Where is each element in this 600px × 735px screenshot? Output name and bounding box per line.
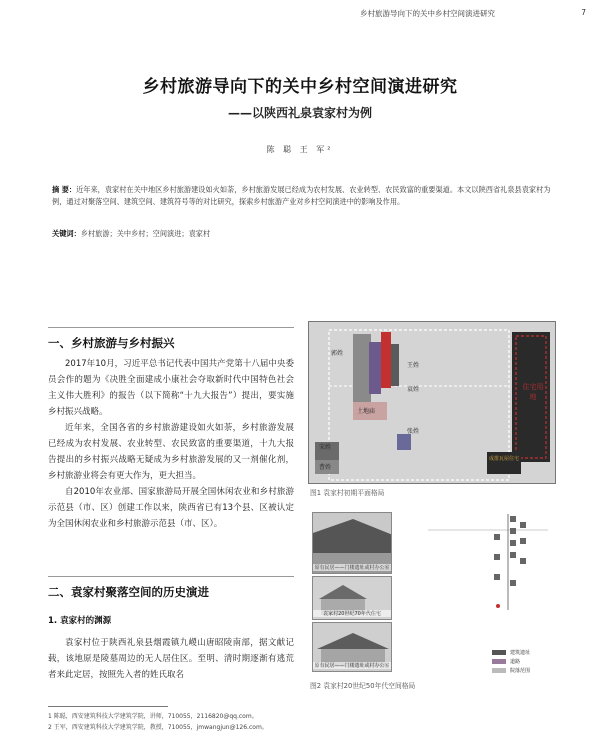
section1-paragraph: 自2010年农业部、国家旅游局开展全国休闲农业和乡村旅游示范县（市、区）创建工作以来，陕西省已有13个县、区被认定为全国休闲农业和乡村旅游示范县（市、区）。 — [48, 487, 294, 529]
label-yuan: 袁姓 — [407, 386, 420, 393]
plan-building — [494, 574, 500, 580]
section2-heading: 二、袁家村聚落空间的历史演进 — [48, 585, 209, 599]
abstract — [52, 184, 552, 207]
plan-marker — [496, 604, 500, 608]
article-title: 乡村旅游导向下的关中乡村空间演进研究 — [142, 77, 458, 97]
legend-label: 院落范围 — [510, 668, 531, 674]
abstract-text: 近年来，袁家村在关中地区乡村旅游建设如火如荼，乡村旅游发展已经成为农村发展、农业转型、农民致富的重要渠道。本文以陕西省礼泉县袁家村为例，通过对聚落空间、建筑空间、建筑符号等的对比研究，探索乡村旅游产业对乡村空间演进中的影响及作用。 — [52, 185, 551, 206]
article-subtitle: ——以陕西礼泉袁家村为例 — [227, 106, 372, 120]
plan-building — [520, 538, 526, 544]
label-row-houses: 成排瓦屋住宅 — [489, 456, 520, 462]
footnote: 2 王军，西安建筑科技大学建筑学院，教授，710055，jmwangjun@126.com。 — [48, 724, 268, 731]
page-number: 7 — [581, 8, 586, 17]
footnote: 1 陈聪，西安建筑科技大学建筑学院，讲师，710055，2116820@qq.com。 — [48, 713, 258, 720]
section2-heading-block — [48, 576, 294, 600]
figure2 — [312, 510, 558, 680]
keywords-text: 乡村旅游；关中乡村；空间演进；袁家村 — [80, 229, 211, 238]
plan-building — [510, 528, 516, 534]
section2-body — [48, 635, 294, 683]
running-head — [360, 8, 590, 19]
label-zhang: 张姓 — [407, 428, 420, 435]
label-wang: 王姓 — [407, 362, 420, 369]
abstract-label: 摘 要： — [52, 185, 77, 194]
running-title: 乡村旅游导向下的关中乡村空间演进研究 — [360, 9, 495, 18]
legend-label: 建筑遗址 — [510, 650, 531, 656]
photo-caption: 原有民居——门楼遗址或村办公室 — [314, 663, 390, 669]
keywords-label: 关键词： — [52, 229, 81, 238]
section-divider — [48, 576, 294, 577]
section2-paragraph: 袁家村位于陕西礼泉县烟霞镇九嵕山唐昭陵南部，据文献记载，该地原是陵墓周边的无人居住区。至明、清时期逐渐有逃荒者来此定居，按照先入者的姓氏取名 — [48, 638, 294, 680]
figure2-photo — [312, 512, 392, 574]
figure2-plan — [398, 510, 558, 675]
block-purple — [369, 342, 381, 394]
plan-building — [494, 534, 500, 540]
plan-building — [494, 554, 500, 560]
figure2-photo — [312, 622, 392, 672]
legend-swatch — [492, 668, 506, 673]
legend-swatch — [492, 659, 506, 664]
block-dark — [391, 344, 399, 386]
keywords — [52, 229, 552, 239]
footnote-rule — [48, 706, 168, 707]
plan-building — [510, 540, 516, 546]
section1-paragraph: 近年来，全国各省的乡村旅游建设如火如荼，乡村旅游发展已经成为农村发展、农业转型、农民致富的重要渠道，十九大报告提出的乡村振兴战略无疑成为乡村旅游发展的又一剂催化剂，乡村旅游业将会有更大作为，更大担当。 — [48, 423, 294, 481]
block-red — [381, 332, 391, 388]
section2-subheading: 1. 袁家村的渊源 — [48, 616, 112, 626]
plan-building — [510, 552, 516, 558]
label-cao: 曹姓 — [319, 464, 332, 471]
section-divider — [48, 327, 294, 328]
label-song: 宋姓 — [319, 444, 332, 451]
label-tudi: 土地庙 — [357, 408, 376, 415]
section1-body — [48, 356, 294, 532]
figure1-caption: 图1 袁家村初期平面格局 — [310, 489, 385, 497]
figure1-plan — [308, 321, 556, 484]
legend-swatch — [492, 650, 506, 655]
plan-building — [510, 580, 516, 586]
legend-label: 道路 — [510, 659, 521, 665]
figure2-photo — [312, 576, 392, 620]
zhang-block — [397, 434, 411, 450]
label-residential: 住宅用地 — [522, 383, 544, 401]
figure2-caption: 图2 袁家村20世纪50年代空间格局 — [310, 682, 416, 690]
section1-heading: 一、乡村旅游与乡村振兴 — [48, 336, 175, 350]
plan-building — [510, 516, 516, 522]
photo-caption: 原有民居——门楼遗址或村办公室 — [314, 565, 390, 571]
plan-building — [520, 522, 526, 528]
photo-caption: 袁家村20世纪70年代住宅 — [313, 610, 391, 617]
authors: 陈 聪 王 军² — [266, 145, 334, 154]
section1-paragraph: 2017年10月，习近平总书记代表中国共产党第十八届中央委员会作的题为《决胜全面建成小康社会夺取新时代中国特色社会主义伟大胜利》的报告（以下简称“十九大报告”）提出，要实施乡村振兴战略。 — [48, 359, 294, 417]
label-guo: 郭姓 — [331, 350, 344, 357]
section1-heading-block — [48, 327, 294, 351]
plan-building — [520, 558, 526, 564]
